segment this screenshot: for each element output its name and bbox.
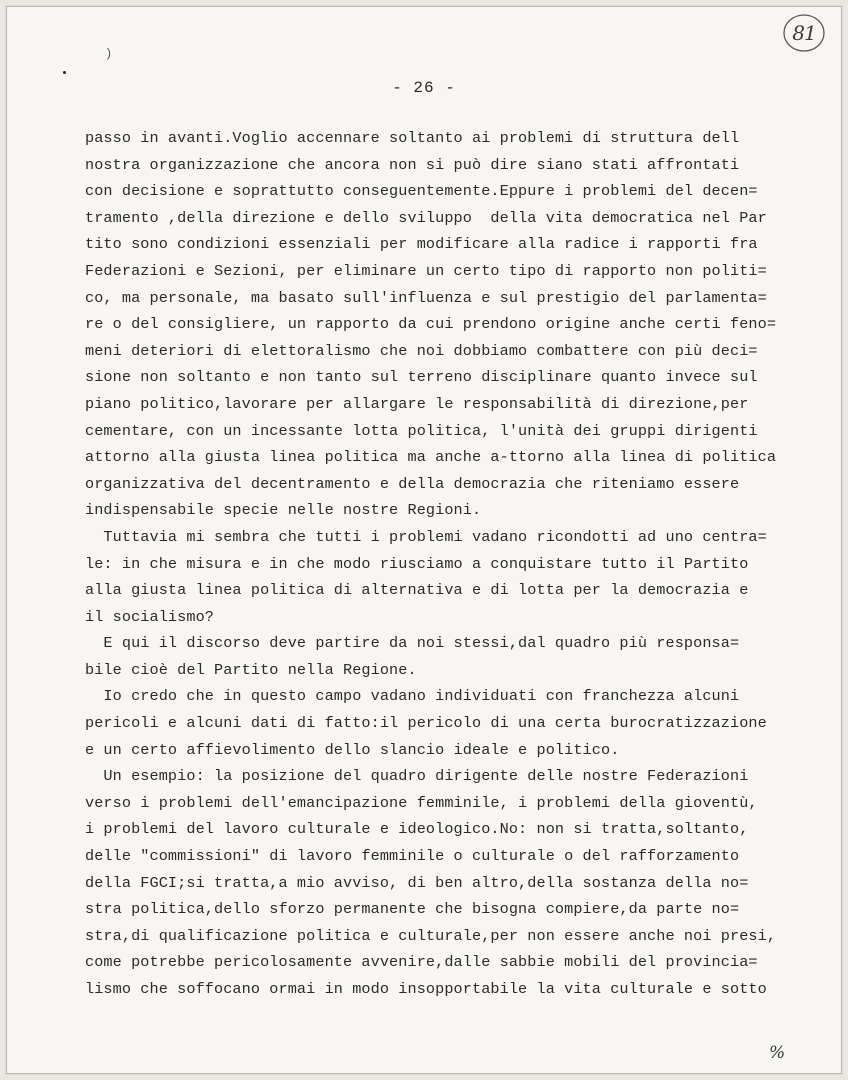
text-line: Tuttavia mi sembra che tutti i problemi vadano ricondotti ad uno centra= <box>85 527 767 546</box>
text-line: il socialismo? <box>85 607 214 626</box>
text-line: Un esempio: la posizione del quadro dirigente delle nostre Federazioni <box>85 767 749 786</box>
text-line: nostra organizzazione che ancora non si può dire siano stati affrontati <box>85 155 740 174</box>
text-line: delle "commissioni" di lavoro femminile o culturale o del rafforzamento <box>85 847 740 866</box>
text-line: co, ma personale, ma basato sull'influenza e sul prestigio del parlamenta= <box>85 288 767 307</box>
continuation-mark: % <box>769 1043 786 1063</box>
text-line: i problemi del lavoro culturale e ideologico.No: non si tratta,soltanto, <box>85 820 749 839</box>
text-line: organizzativa del decentramento e della democrazia che riteniamo essere <box>85 474 740 493</box>
text-line: tramento ,della direzione e dello sviluppo della vita democratica nel Par <box>85 208 767 227</box>
text-line: meni deteriori di elettoralismo che noi dobbiamo combattere con più deci= <box>85 341 758 360</box>
text-line: re o del consigliere, un rapporto da cui prendono origine anche certi feno= <box>85 315 777 334</box>
text-line: stra politica,dello sforzo permanente che bisogna compiere,da parte no= <box>85 900 740 919</box>
body-text <box>85 125 825 1003</box>
text-line: indispensabile specie nelle nostre Regioni. <box>85 501 482 520</box>
margin-mark: ) <box>105 47 113 61</box>
text-line: Io credo che in questo campo vadano individuati con franchezza alcuni <box>85 687 740 706</box>
text-line: stra,di qualificazione politica e culturale,per non essere anche noi presi, <box>85 926 777 945</box>
text-line: le: in che misura e in che modo riusciamo a conquistare tutto il Partito <box>85 554 749 573</box>
page-number: - 26 - <box>392 79 456 97</box>
folio-number: 81 <box>792 21 816 45</box>
text-line: tito sono condizioni essenziali per modificare alla radice i rapporti fra <box>85 235 758 254</box>
text-line: e un certo affievolimento dello slancio ideale e politico. <box>85 740 620 759</box>
text-line: attorno alla giusta linea politica ma anche a-ttorno alla linea di politica <box>85 448 777 467</box>
text-line: lismo che soffocano ormai in modo insopportabile la vita culturale e sotto <box>85 980 767 998</box>
text-line: E qui il discorso deve partire da noi stessi,dal quadro più responsa= <box>85 634 740 653</box>
ink-speck <box>63 71 66 74</box>
text-line: sione non soltanto e non tanto sul terreno disciplinare quanto invece sul <box>85 368 758 387</box>
text-line: alla giusta linea politica di alternativa e di lotta per la democrazia e <box>85 581 749 600</box>
text-line: pericoli e alcuni dati di fatto:il pericolo di una certa burocratizzazione <box>85 714 767 733</box>
text-line: verso i problemi dell'emancipazione femminile, i problemi della gioventù, <box>85 793 758 812</box>
text-line: Federazioni e Sezioni, per eliminare un certo tipo di rapporto non politi= <box>85 261 767 280</box>
text-line: come potrebbe pericolosamente avvenire,dalle sabbie mobili del provincia= <box>85 953 758 972</box>
text-line: piano politico,lavorare per allargare le responsabilità di direzione,per <box>85 394 749 413</box>
text-line: cementare, con un incessante lotta politica, l'unità dei gruppi dirigenti <box>85 421 758 440</box>
folio-stamp <box>781 11 827 55</box>
text-line: della FGCI;si tratta,a mio avviso, di ben altro,della sostanza della no= <box>85 873 749 892</box>
text-line: con decisione e soprattutto conseguentemente.Eppure i problemi del decen= <box>85 182 758 201</box>
text-line: passo in avanti.Voglio accennare soltanto ai problemi di struttura dell <box>85 129 740 147</box>
typewritten-page <box>6 6 842 1074</box>
text-line: bile cioè del Partito nella Regione. <box>85 660 417 679</box>
